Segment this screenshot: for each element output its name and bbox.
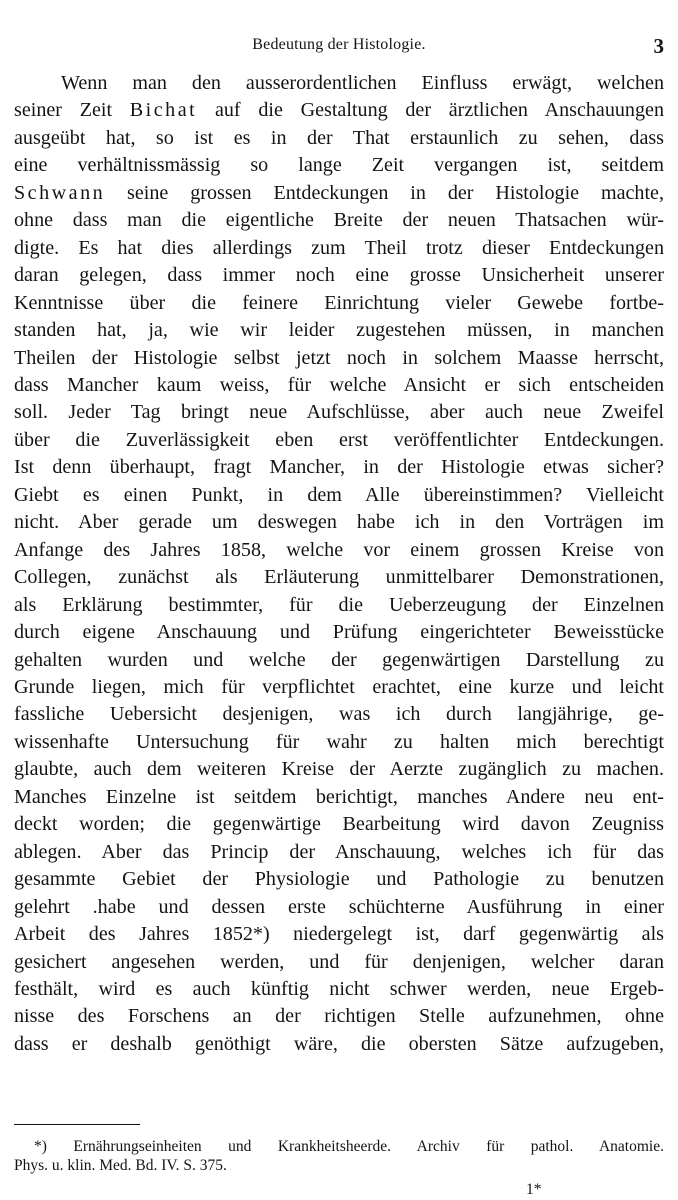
text-line: Giebt es einen Punkt, in dem Alle übereinstimmen? Vielleicht — [14, 483, 664, 506]
text-line: als Erklärung bestimmter, für die Ueberzeugung der Einzelnen — [14, 593, 664, 616]
footnote-line: Phys. u. klin. Med. Bd. IV. S. 375. — [14, 1157, 227, 1174]
text-line: Collegen, zunächst als Erläuterung unmittelbarer Demonstrationen, — [14, 566, 664, 589]
text-line: durch eigene Anschauung und Prüfung eingerichteter Beweisstücke — [14, 621, 664, 644]
text-line: ablegen. Aber das Princip der Anschauung, welches ich für das — [14, 840, 664, 863]
text-line: Grunde liegen, mich für verpflichtet erachtet, eine kurze und leicht — [14, 675, 664, 698]
footnote-line: *) Ernährungseinheiten und Krankheitsheerde. Archiv für pathol. Anatomie. — [34, 1138, 664, 1155]
text-line: wissenhafte Untersuchung für wahr zu halten mich berechtigt — [14, 730, 664, 753]
text-line: Wenn man den ausserordentlichen Einfluss erwägt, welchen — [61, 72, 664, 94]
name-bichat: Bichat — [129, 99, 198, 122]
body-paragraph — [14, 70, 664, 1058]
text-line: über die Zuverlässigkeit eben erst veröffentlichter Entdeckungen. — [14, 428, 664, 451]
text-line: nicht. Aber gerade um deswegen habe ich in den Vorträgen im — [14, 511, 664, 534]
text-line: dass er deshalb genöthigt wäre, die obersten Sätze aufzugeben, — [14, 1032, 664, 1055]
text-fragment: seine grossen Entdeckungen in der Histologie machte, — [105, 181, 664, 204]
text-line: festhält, wird es auch künftig nicht schwer werden, neue Ergeb- — [14, 977, 664, 1000]
footnote — [14, 1137, 664, 1175]
text-line: Theilen der Histologie selbst jetzt noch in solchem Maasse herrscht, — [14, 346, 664, 369]
text-line: gesichert angesehen werden, und für denjenigen, welcher daran — [14, 950, 664, 973]
text-line: deckt worden; die gegenwärtige Bearbeitung wird davon Zeugniss — [14, 813, 664, 836]
text-line: ohne dass man die eigentliche Breite der neuen Thatsachen wür- — [14, 209, 664, 232]
text-fragment: auf die Gestaltung der ärztlichen Anschauungen — [197, 99, 664, 122]
running-title: Bedeutung der Histologie. — [252, 36, 426, 53]
signature-mark: 1* — [526, 1181, 542, 1198]
text-line: Arbeit des Jahres 1852*) niedergelegt ist, darf gegenwärtig als — [14, 923, 664, 946]
text-line: gesammte Gebiet der Physiologie und Pathologie zu benutzen — [14, 868, 664, 891]
text-line: digte. Es hat dies allerdings zum Theil trotz dieser Entdeckungen — [14, 236, 664, 259]
text-line: Ist denn überhaupt, fragt Mancher, in der Histologie etwas sicher? — [14, 456, 664, 479]
text-line: ausgeübt hat, so ist es in der That erstaunlich zu sehen, dass — [14, 126, 664, 149]
text-line: Anfange des Jahres 1858, welche vor einem grossen Kreise von — [14, 538, 664, 561]
text-line: nisse des Forschens an der richtigen Stelle aufzunehmen, ohne — [14, 1005, 664, 1028]
text-line: eine verhältnissmässig so lange Zeit vergangen ist, seitdem — [14, 154, 664, 177]
page-number: 3 — [653, 34, 664, 58]
text-line: Manches Einzelne ist seitdem berichtigt, manches Andere neu ent- — [14, 785, 664, 808]
text-fragment: seiner Zeit — [14, 99, 130, 122]
text-line: dass Mancher kaum weiss, für welche Ansicht er sich entscheiden — [14, 373, 664, 396]
text-line: soll. Jeder Tag bringt neue Aufschlüsse, aber auch neue Zweifel — [14, 401, 664, 424]
text-line: Kenntnisse über die feinere Einrichtung vieler Gewebe fortbe- — [14, 291, 664, 314]
text-line: standen hat, ja, wie wir leider zugestehen müssen, in manchen — [14, 319, 664, 342]
text-line: daran gelegen, dass immer noch eine grosse Unsicherheit unserer — [14, 264, 664, 287]
text-line — [14, 180, 664, 207]
text-line: fassliche Uebersicht desjenigen, was ich durch langjährige, ge- — [14, 703, 664, 726]
name-schwann: Schwann — [14, 181, 106, 204]
footnote-rule — [14, 1124, 140, 1125]
running-head — [0, 36, 678, 58]
text-line — [14, 97, 664, 124]
text-line: gehalten wurden und welche der gegenwärtigen Darstellung zu — [14, 648, 664, 671]
text-line: glaubte, auch dem weiteren Kreise der Aerzte zugänglich zu machen. — [14, 758, 664, 781]
text-line: gelehrt .habe und dessen erste schüchterne Ausführung in einer — [14, 895, 664, 918]
